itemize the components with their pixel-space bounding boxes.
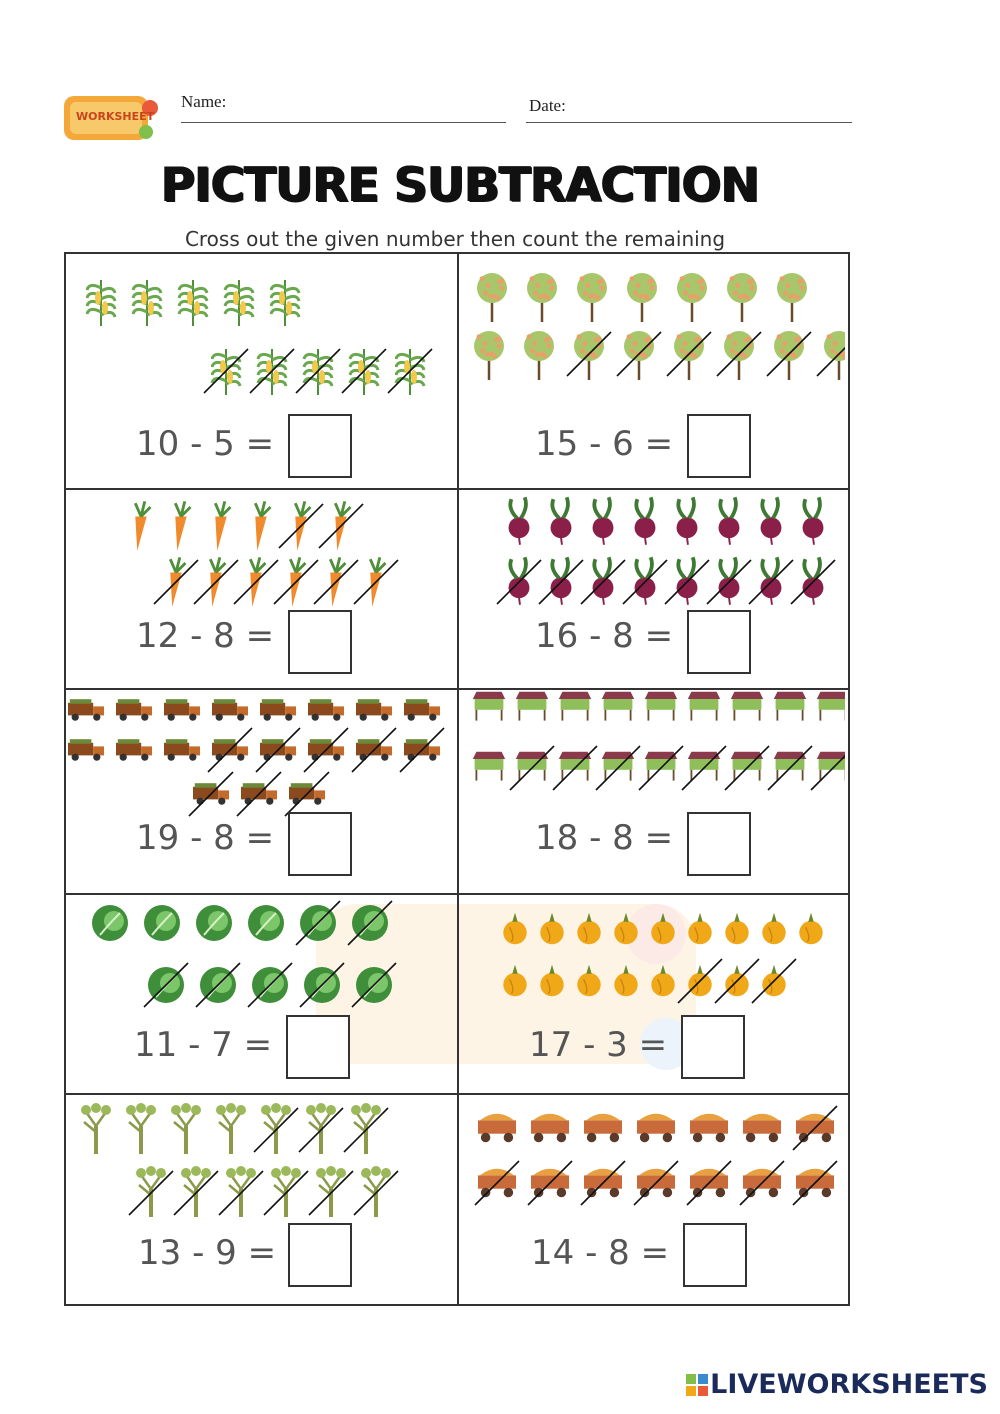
page-title: PICTURE SUBTRACTION [160, 158, 760, 213]
carrot-icon [170, 557, 185, 606]
beet-icon [719, 497, 740, 545]
onion-icon [503, 913, 526, 945]
carrot-icon [215, 501, 230, 550]
tree-icon [577, 273, 607, 322]
cross-out-mark[interactable] [354, 560, 398, 604]
tree-icon [824, 331, 845, 380]
stall-icon [817, 692, 845, 721]
cart-icon [531, 1114, 569, 1143]
stall-icon [473, 752, 505, 781]
onion-icon [577, 913, 600, 945]
cross-out-mark[interactable] [194, 560, 238, 604]
carrot-icon [370, 557, 385, 606]
equation: 13 - 9 = [138, 1233, 277, 1273]
truck-icon [116, 739, 152, 761]
tree-icon [527, 273, 557, 322]
problem-cell [66, 690, 459, 895]
beet-icon [509, 497, 530, 545]
carrot-icon [330, 557, 345, 606]
answer-box[interactable] [687, 812, 751, 876]
tree-icon [777, 273, 807, 322]
beet-icon [635, 497, 656, 545]
sapling-icon [171, 1103, 201, 1154]
truck-icon [68, 739, 104, 761]
cross-out-mark[interactable] [234, 560, 278, 604]
answer-box[interactable] [288, 414, 352, 478]
cart-icon [478, 1114, 516, 1143]
sapling-icon [361, 1166, 391, 1217]
sapling-icon [81, 1103, 111, 1154]
answer-box[interactable] [288, 1223, 352, 1287]
equation: 19 - 8 = [136, 818, 275, 858]
sapling-icon [351, 1103, 381, 1154]
stall-icon [473, 692, 505, 721]
onion-icon [725, 913, 748, 945]
date-label: Date: [529, 96, 566, 115]
onion-icon [651, 965, 674, 997]
onion-icon [540, 965, 563, 997]
stall-icon [731, 692, 763, 721]
tree-icon [727, 273, 757, 322]
tree-icon [474, 331, 504, 380]
onion-icon [799, 913, 822, 945]
liveworksheets-icon [686, 1374, 708, 1396]
cross-out-mark[interactable] [279, 504, 323, 548]
onion-icon [688, 913, 711, 945]
date-line[interactable] [526, 122, 852, 123]
onion-icon [503, 965, 526, 997]
answer-box[interactable] [286, 1015, 350, 1079]
corn-icon [179, 280, 207, 326]
problem-cell [459, 895, 848, 1095]
problem-cell [66, 1095, 459, 1304]
beet-icon [761, 497, 782, 545]
truck-icon [212, 699, 248, 721]
picture-group [459, 690, 845, 895]
corn-icon [87, 280, 115, 326]
tree-icon [524, 331, 554, 380]
cabbage-icon [144, 905, 180, 941]
stall-icon [602, 692, 634, 721]
onion-icon [614, 965, 637, 997]
problem-cell [66, 254, 459, 490]
cart-icon [584, 1114, 622, 1143]
carrot-icon [135, 501, 150, 550]
cross-out-mark[interactable] [319, 504, 363, 548]
picture-group [66, 895, 459, 1095]
carrot-icon [335, 501, 350, 550]
cabbage-icon [196, 905, 232, 941]
equation: 10 - 5 = [136, 424, 275, 464]
corn-icon [225, 280, 253, 326]
sapling-icon [306, 1103, 336, 1154]
tree-icon [724, 331, 754, 380]
problem-cell [459, 1095, 848, 1304]
cart-icon [637, 1114, 675, 1143]
answer-box[interactable] [687, 610, 751, 674]
onion-icon [614, 913, 637, 945]
name-label: Name: [181, 92, 227, 111]
problem-cell [459, 254, 848, 490]
corn-icon [133, 280, 161, 326]
carrot-icon [255, 501, 270, 550]
problem-cell [66, 490, 459, 690]
answer-box[interactable] [288, 610, 352, 674]
truck-icon [68, 699, 104, 721]
worksheet-logo [62, 88, 162, 146]
stall-icon [688, 692, 720, 721]
name-line[interactable] [181, 122, 506, 123]
cabbage-icon [248, 905, 284, 941]
cross-out-mark[interactable] [274, 560, 318, 604]
problem-cell [459, 490, 848, 690]
problem-grid [64, 252, 850, 1306]
cart-icon [690, 1114, 728, 1143]
truck-icon [356, 699, 392, 721]
tree-icon [624, 331, 654, 380]
tree-icon [477, 273, 507, 322]
truck-icon [164, 699, 200, 721]
cross-out-mark[interactable] [314, 560, 358, 604]
picture-group [459, 895, 845, 1095]
tree-icon [674, 331, 704, 380]
carrot-icon [175, 501, 190, 550]
carrot-icon [210, 557, 225, 606]
equation: 15 - 6 = [535, 424, 674, 464]
answer-box[interactable] [687, 414, 751, 478]
sapling-icon [181, 1166, 211, 1217]
picture-group [459, 490, 845, 690]
corn-icon [271, 280, 299, 326]
stall-icon [774, 692, 806, 721]
cart-icon [743, 1114, 781, 1143]
sapling-icon [261, 1103, 291, 1154]
stall-icon [817, 752, 845, 781]
problem-cell [66, 895, 459, 1095]
beet-icon [551, 497, 572, 545]
tree-icon [677, 273, 707, 322]
cross-out-mark[interactable] [154, 560, 198, 604]
liveworksheets-text: LIVEWORKSHEETS [710, 1369, 988, 1400]
answer-box[interactable] [683, 1223, 747, 1287]
beet-icon [677, 497, 698, 545]
answer-box[interactable] [681, 1015, 745, 1079]
carrot-icon [290, 557, 305, 606]
truck-icon [116, 699, 152, 721]
picture-group [66, 490, 459, 690]
sapling-icon [271, 1166, 301, 1217]
truck-icon [308, 699, 344, 721]
svg-text:WORKSHEET: WORKSHEET [76, 110, 155, 123]
picture-group [66, 690, 459, 895]
onion-icon [651, 913, 674, 945]
carrot-icon [250, 557, 265, 606]
beet-icon [803, 497, 824, 545]
beet-icon [593, 497, 614, 545]
stall-icon [516, 692, 548, 721]
stall-icon [645, 692, 677, 721]
cabbage-icon [92, 905, 128, 941]
truck-icon [404, 699, 440, 721]
sapling-icon [216, 1103, 246, 1154]
truck-icon [164, 739, 200, 761]
tree-icon [574, 331, 604, 380]
equation: 16 - 8 = [535, 616, 674, 656]
sapling-icon [316, 1166, 346, 1217]
tree-icon [627, 273, 657, 322]
onion-icon [762, 913, 785, 945]
sapling-icon [226, 1166, 256, 1217]
instructions: Cross out the given number then count the remaining [184, 227, 726, 251]
onion-icon [577, 965, 600, 997]
equation: 17 - 3 = [529, 1025, 668, 1065]
equation: 12 - 8 = [136, 616, 275, 656]
equation: 14 - 8 = [531, 1233, 670, 1273]
sapling-icon [126, 1103, 156, 1154]
answer-box[interactable] [288, 812, 352, 876]
liveworksheets-brand [686, 1369, 988, 1400]
equation: 11 - 7 = [134, 1025, 273, 1065]
sapling-icon [136, 1166, 166, 1217]
problem-cell [459, 690, 848, 895]
equation: 18 - 8 = [535, 818, 674, 858]
onion-icon [540, 913, 563, 945]
truck-icon [260, 699, 296, 721]
stall-icon [559, 692, 591, 721]
tree-icon [774, 331, 804, 380]
carrot-icon [295, 501, 310, 550]
